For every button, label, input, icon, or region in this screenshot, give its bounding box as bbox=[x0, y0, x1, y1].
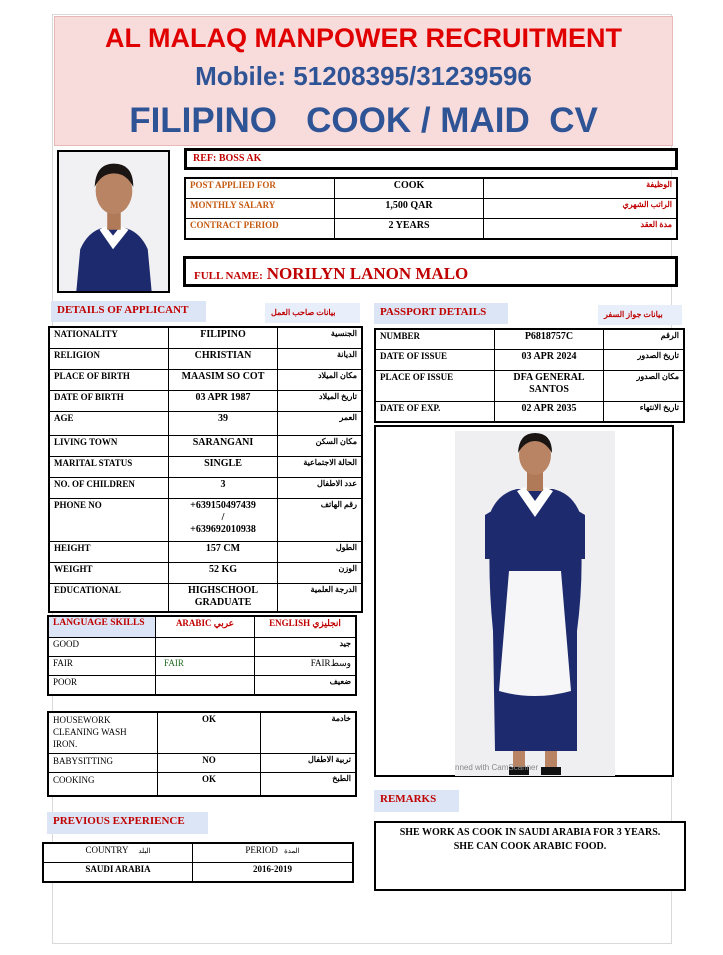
table-row bbox=[49, 584, 362, 613]
table-row bbox=[49, 478, 362, 499]
passport-heading-arabic: بيانات جواز السفر bbox=[598, 305, 682, 325]
language-arabic-value bbox=[156, 676, 255, 696]
table-row bbox=[43, 863, 353, 883]
passport-label: NUMBER bbox=[375, 329, 495, 350]
passport-value: 03 APR 2024 bbox=[495, 350, 604, 371]
table-row bbox=[49, 563, 362, 584]
detail-label: LIVING TOWN bbox=[49, 436, 169, 457]
scanner-watermark: nned with CamScanner bbox=[455, 763, 539, 772]
table-row bbox=[48, 657, 356, 676]
table-row bbox=[48, 676, 356, 696]
language-level: FAIR bbox=[48, 657, 156, 676]
language-level: POOR bbox=[48, 676, 156, 696]
detail-value: +639150497439 / +639692010938 bbox=[169, 499, 278, 542]
detail-label-arabic: رقم الهاتف bbox=[278, 499, 363, 542]
skill-value: OK bbox=[158, 773, 261, 797]
language-table bbox=[47, 615, 357, 696]
skill-value: OK bbox=[158, 712, 261, 754]
passport-label-arabic: تاريخ الانتهاء bbox=[604, 402, 685, 423]
language-level: GOOD bbox=[48, 638, 156, 657]
language-arabic-value bbox=[156, 638, 255, 657]
table-row bbox=[43, 843, 353, 863]
language-level-arabic: جيد bbox=[255, 638, 357, 657]
language-col-arabic: ARABIC عربي bbox=[156, 616, 255, 638]
experience-period: 2016-2019 bbox=[193, 863, 354, 883]
country-header-arabic: البلد bbox=[138, 847, 151, 855]
detail-value: FILIPINO bbox=[169, 327, 278, 349]
passport-label: DATE OF ISSUE bbox=[375, 350, 495, 371]
detail-label: HEIGHT bbox=[49, 542, 169, 563]
table-row bbox=[185, 219, 677, 240]
details-heading: DETAILS OF APPLICANT bbox=[51, 301, 206, 322]
detail-label: WEIGHT bbox=[49, 563, 169, 584]
detail-label: AGE bbox=[49, 412, 169, 436]
language-level-arabic: ضعيف bbox=[255, 676, 357, 696]
table-row bbox=[49, 436, 362, 457]
table-row bbox=[48, 754, 356, 773]
table-row bbox=[48, 773, 356, 797]
detail-label-arabic: مكان الميلاد bbox=[278, 370, 363, 391]
table-row bbox=[375, 329, 684, 350]
detail-label: PHONE NO bbox=[49, 499, 169, 542]
detail-value: SARANGANI bbox=[169, 436, 278, 457]
applicant-portrait-photo bbox=[57, 150, 170, 293]
table-row bbox=[185, 178, 677, 199]
full-name-label: FULL NAME: bbox=[194, 270, 263, 282]
contract-label-arabic: مدة العقد bbox=[484, 219, 678, 240]
skill-label: COOKING bbox=[48, 773, 158, 797]
passport-value: P6818757C bbox=[495, 329, 604, 350]
header-banner bbox=[54, 16, 673, 146]
language-arabic-value: FAIR bbox=[156, 657, 255, 676]
post-table bbox=[184, 177, 678, 240]
details-heading-arabic: بيانات صاحب العمل bbox=[265, 303, 360, 323]
experience-country: SAUDI ARABIA bbox=[43, 863, 193, 883]
table-row bbox=[49, 349, 362, 370]
remarks-heading: REMARKS bbox=[374, 790, 459, 812]
table-row bbox=[49, 391, 362, 412]
table-row bbox=[49, 542, 362, 563]
detail-label: NATIONALITY bbox=[49, 327, 169, 349]
skill-value: NO bbox=[158, 754, 261, 773]
contract-label: CONTRACT PERIOD bbox=[185, 219, 335, 240]
table-row bbox=[49, 370, 362, 391]
full-name-box bbox=[183, 256, 678, 287]
table-row bbox=[49, 412, 362, 436]
detail-label-arabic: الديانة bbox=[278, 349, 363, 370]
table-row bbox=[185, 199, 677, 219]
language-heading: LANGUAGE SKILLS bbox=[48, 616, 156, 638]
applicant-full-photo bbox=[374, 425, 674, 777]
detail-label-arabic: مكان السكن bbox=[278, 436, 363, 457]
language-col-english: ENGLISH انجليزي bbox=[255, 616, 357, 638]
table-row bbox=[49, 457, 362, 478]
detail-value: 3 bbox=[169, 478, 278, 499]
period-header-arabic: المدة bbox=[284, 847, 300, 855]
detail-value: CHRISTIAN bbox=[169, 349, 278, 370]
table-row bbox=[49, 327, 362, 349]
passport-value: 02 APR 2035 bbox=[495, 402, 604, 423]
remarks-box bbox=[374, 821, 686, 891]
detail-label: RELIGION bbox=[49, 349, 169, 370]
salary-label: MONTHLY SALARY bbox=[185, 199, 335, 219]
experience-heading: PREVIOUS EXPERIENCE bbox=[47, 812, 208, 834]
detail-value: MAASIM SO COT bbox=[169, 370, 278, 391]
detail-value: SINGLE bbox=[169, 457, 278, 478]
cv-title: FILIPINO COOK / MAID CV bbox=[129, 101, 598, 140]
experience-table bbox=[42, 842, 354, 883]
remarks-line: SHE CAN COOK ARABIC FOOD. bbox=[453, 841, 607, 852]
skills-table bbox=[47, 711, 357, 797]
country-header: COUNTRY bbox=[85, 845, 129, 855]
detail-label-arabic: تاريخ الميلاد bbox=[278, 391, 363, 412]
detail-value: HIGHSCHOOL GRADUATE bbox=[169, 584, 278, 613]
detail-label-arabic: العمر bbox=[278, 412, 363, 436]
contract-value: 2 YEARS bbox=[335, 219, 484, 240]
passport-value: DFA GENERAL SANTOS bbox=[495, 371, 604, 402]
skill-label-arabic: خادمة bbox=[261, 712, 357, 754]
table-row bbox=[48, 712, 356, 754]
experience-col-country bbox=[43, 843, 193, 863]
passport-label-arabic: الرقم bbox=[604, 329, 685, 350]
detail-value: 03 APR 1987 bbox=[169, 391, 278, 412]
salary-value: 1,500 QAR bbox=[335, 199, 484, 219]
reference-bar: REF: BOSS AK bbox=[184, 148, 678, 170]
company-name: AL MALAQ MANPOWER RECRUITMENT bbox=[105, 23, 622, 53]
detail-value: 39 bbox=[169, 412, 278, 436]
table-row bbox=[49, 499, 362, 542]
detail-label-arabic: الطول bbox=[278, 542, 363, 563]
salary-label-arabic: الراتب الشهري bbox=[484, 199, 678, 219]
table-row bbox=[375, 371, 684, 402]
passport-heading: PASSPORT DETAILS bbox=[374, 303, 508, 324]
post-value: COOK bbox=[335, 178, 484, 199]
detail-label-arabic: الوزن bbox=[278, 563, 363, 584]
passport-table bbox=[374, 328, 685, 423]
detail-label-arabic: عدد الاطفال bbox=[278, 478, 363, 499]
language-english-value: FAIRوسط bbox=[255, 657, 357, 676]
detail-value: 52 KG bbox=[169, 563, 278, 584]
skill-label: HOUSEWORK CLEANING WASH IRON. bbox=[48, 712, 158, 754]
table-row bbox=[375, 402, 684, 423]
passport-label: DATE OF EXP. bbox=[375, 402, 495, 423]
remarks-line: SHE WORK AS COOK IN SAUDI ARABIA FOR 3 YEARS. bbox=[399, 827, 661, 838]
experience-col-period bbox=[193, 843, 354, 863]
details-table bbox=[48, 326, 363, 613]
detail-label-arabic: الجنسية bbox=[278, 327, 363, 349]
passport-label-arabic: تاريخ الصدور bbox=[604, 350, 685, 371]
skill-label-arabic: الطبخ bbox=[261, 773, 357, 797]
full-name-value: NORILYN LANON MALO bbox=[266, 264, 469, 283]
table-row bbox=[48, 638, 356, 657]
detail-label: NO. OF CHILDREN bbox=[49, 478, 169, 499]
company-mobile: Mobile: 51208395/31239596 bbox=[195, 61, 532, 91]
detail-label-arabic: الدرجة العلمية bbox=[278, 584, 363, 613]
period-header: PERIOD bbox=[245, 845, 278, 855]
detail-label-arabic: الحالة الاجتماعية bbox=[278, 457, 363, 478]
detail-label: DATE OF BIRTH bbox=[49, 391, 169, 412]
detail-label: EDUCATIONAL bbox=[49, 584, 169, 613]
table-row bbox=[375, 350, 684, 371]
passport-label-arabic: مكان الصدور bbox=[604, 371, 685, 402]
detail-label: PLACE OF BIRTH bbox=[49, 370, 169, 391]
skill-label-arabic: تربية الاطفال bbox=[261, 754, 357, 773]
passport-label: PLACE OF ISSUE bbox=[375, 371, 495, 402]
skill-label: BABYSITTING bbox=[48, 754, 158, 773]
post-label: POST APPLIED FOR bbox=[185, 178, 335, 199]
detail-label: MARITAL STATUS bbox=[49, 457, 169, 478]
table-row bbox=[48, 616, 356, 638]
detail-value: 157 CM bbox=[169, 542, 278, 563]
post-label-arabic: الوظيفة bbox=[484, 178, 678, 199]
